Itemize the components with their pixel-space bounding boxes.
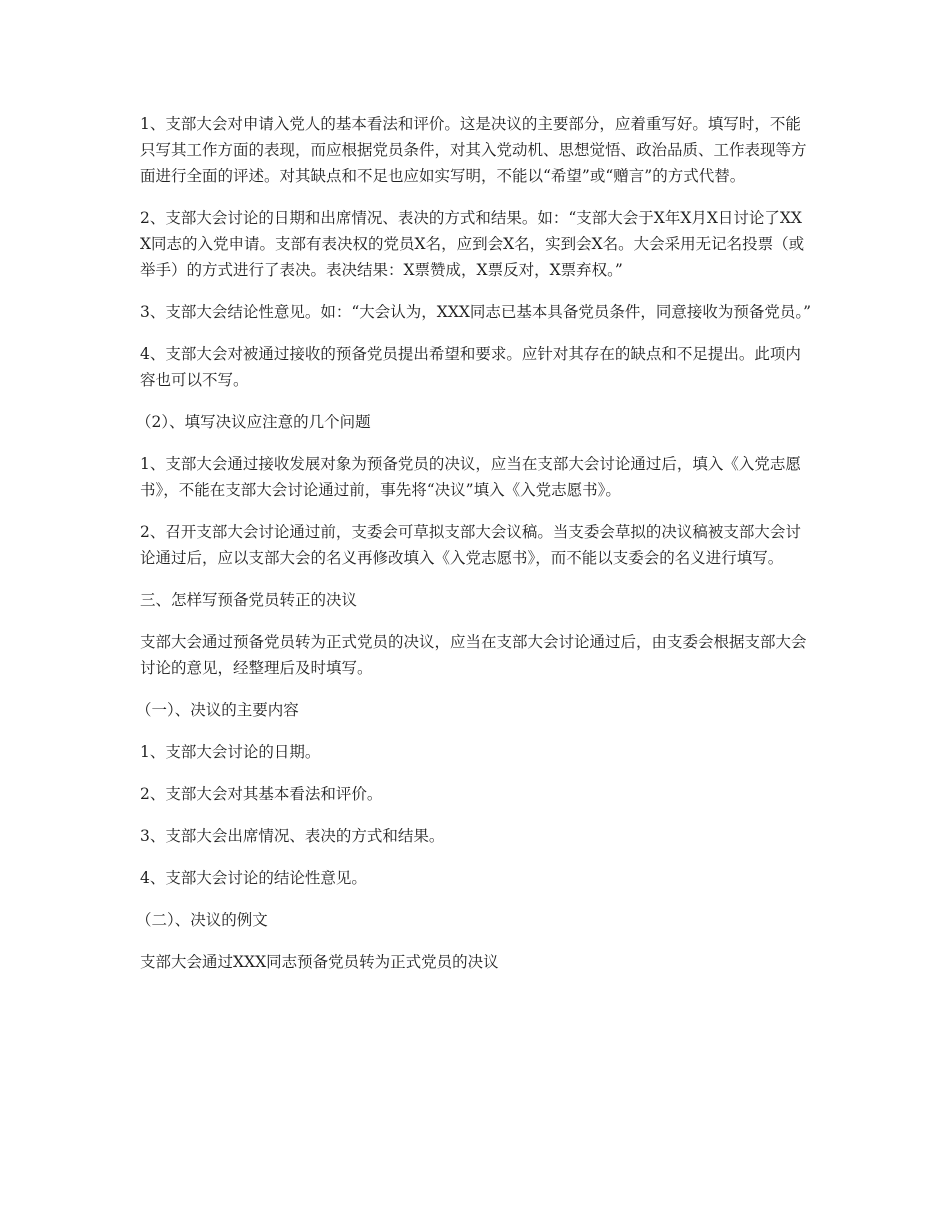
paragraph-note-1: 1、支部大会通过接收发展对象为预备党员的决议，应当在支部大会讨论通过后，填入《入党志愿书》，不能在支部大会讨论通过前，事先将“决议”填入《入党志愿书》。 <box>140 455 801 499</box>
list-item-date: 1、支部大会讨论的日期。 <box>140 743 321 761</box>
list-item-conclusion: 4、支部大会讨论的结论性意见。 <box>140 869 367 887</box>
paragraph-probationary-intro: 支部大会通过预备党员转为正式党员的决议，应当在支部大会讨论通过后，由支委会根据支部大会讨论的意见，经整理后及时填写。 <box>140 633 807 677</box>
paragraph-evaluation: 1、支部大会对申请入党人的基本看法和评价。这是决议的主要部分，应着重写好。填写时，不能只写其工作方面的表现，而应根据党员条件，对其入党动机、思想觉悟、政治品质、工作表现等方面进行全面的评述。对其缺点和不足也应如实写明，不能以“希望”或“赠言”的方式代替。 <box>140 115 807 185</box>
paragraph-note-2: 2、召开支部大会讨论通过前，支委会可草拟支部大会议稿。当支委会草拟的决议稿被支部大会讨论通过后，应以支部大会的名义再修改填入《入党志愿书》，而不能以支委会的名义进行填写。 <box>140 523 801 567</box>
list-item-evaluation: 2、支部大会对其基本看法和评价。 <box>140 785 383 803</box>
paragraph-conclusion: 3、支部大会结论性意见。如：“大会认为，XXX同志已基本具备党员条件，同意接收为预备党员。” <box>140 303 812 321</box>
document-body <box>136 111 812 991</box>
paragraph-expectations: 4、支部大会对被通过接收的预备党员提出希望和要求。应针对其存在的缺点和不足提出。此项内容也可以不写。 <box>140 345 801 389</box>
section-heading-probationary: 三、怎样写预备党员转正的决议 <box>140 591 358 609</box>
list-item-attendance: 3、支部大会出席情况、表决的方式和结果。 <box>140 827 445 845</box>
section-heading-main-content: （一）、决议的主要内容 <box>136 701 299 719</box>
paragraph-example-title: 支部大会通过XXX同志预备党员转为正式党员的决议 <box>140 953 499 971</box>
paragraph-meeting-date-vote: 2、支部大会讨论的日期和出席情况、表决的方式和结果。如：“支部大会于X年X月X日讨论了XXX同志的入党申请。支部有表决权的党员X名，应到会X名，实到会X名。大会采用无记名投票（或举手）的方式进行了表决。表决结果：X票赞成，X票反对，X票弃权。” <box>140 209 805 279</box>
section-heading-example: （二）、决议的例文 <box>136 911 268 929</box>
section-heading-notes: （2）、填写决议应注意的几个问题 <box>136 413 371 431</box>
